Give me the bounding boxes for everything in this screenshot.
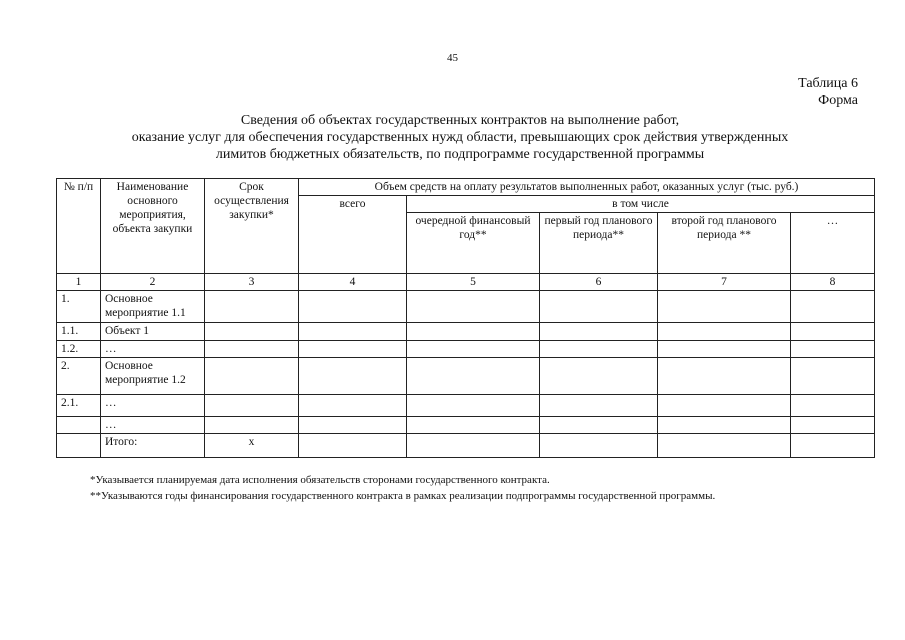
cell-total [299,358,407,395]
table-row [57,395,875,417]
header-first-year: первый год планового периода** [540,213,658,274]
column-number: 7 [658,274,791,291]
row-term [205,395,299,417]
cell-second-year [658,395,791,417]
cell-second-year [658,341,791,358]
cell-total [299,323,407,341]
cell-first-year [540,395,658,417]
row-name: … [101,417,205,434]
form-label: Форма [818,93,858,108]
header-name: Наименование основного мероприятия, объекта закупки [101,179,205,274]
table-label-block [798,75,858,109]
title-line-1: Сведения об объектах государственных контрактов на выполнение работ, [240,113,680,128]
footnote-2: **Указываются годы финансирования государственного контракта в рамках реализации подпрограммы государственной программы. [90,490,716,502]
header-next-year: очередной финансовый год** [407,213,540,274]
column-number: 6 [540,274,658,291]
row-name: Итого: [101,434,205,458]
cell-next-year [407,417,540,434]
cell-first-year [540,341,658,358]
cell-first-year [540,291,658,323]
contracts-table [56,178,875,458]
title-line-2: оказание услуг для обеспечения государственных нужд области, превышающих срок действия утвержденных [131,130,789,145]
column-number: 1 [57,274,101,291]
row-no: 1.2. [57,341,101,358]
cell-next-year [407,434,540,458]
cell-second-year [658,291,791,323]
row-no: 1.1. [57,323,101,341]
header-row-1 [57,179,875,196]
row-term [205,291,299,323]
cell-next-year [407,395,540,417]
cell-more [791,291,875,323]
table-row [57,291,875,323]
table-row [57,341,875,358]
row-term [205,417,299,434]
row-no: 2. [57,358,101,395]
document-title [60,112,860,163]
row-term [205,341,299,358]
header-more: … [791,213,875,274]
cell-more [791,358,875,395]
cell-second-year [658,417,791,434]
cell-first-year [540,417,658,434]
table-label: Таблица 6 [798,76,858,91]
header-total: всего [299,196,407,274]
header-no: № п/п [57,179,101,274]
row-term [205,323,299,341]
cell-total [299,341,407,358]
cell-first-year [540,323,658,341]
row-no [57,417,101,434]
cell-total [299,291,407,323]
row-name: … [101,341,205,358]
header-volume: Объем средств на оплату результатов выполненных работ, оказанных услуг (тыс. руб.) [299,179,875,196]
header-including: в том числе [407,196,875,213]
cell-first-year [540,358,658,395]
title-line-3: лимитов бюджетных обязательств, по подпрограмме государственной программы [215,147,705,162]
cell-second-year [658,434,791,458]
cell-first-year [540,434,658,458]
column-number: 8 [791,274,875,291]
row-name: Основное мероприятие 1.2 [101,358,205,395]
cell-total [299,434,407,458]
cell-second-year [658,358,791,395]
header-second-year: второй год планового периода ** [658,213,791,274]
cell-more [791,417,875,434]
cell-next-year [407,291,540,323]
cell-next-year [407,323,540,341]
column-number: 4 [299,274,407,291]
total-row [57,434,875,458]
table-row [57,358,875,395]
row-name: Объект 1 [101,323,205,341]
table-row [57,323,875,341]
column-number: 5 [407,274,540,291]
row-name: Основное мероприятие 1.1 [101,291,205,323]
page-number: 45 [447,52,458,64]
cell-more [791,434,875,458]
row-no: 1. [57,291,101,323]
row-term: x [205,434,299,458]
cell-more [791,395,875,417]
cell-more [791,323,875,341]
column-numbers-row [57,274,875,291]
row-name: … [101,395,205,417]
cell-next-year [407,341,540,358]
table-row [57,417,875,434]
footnotes [90,472,715,504]
column-number: 2 [101,274,205,291]
footnote-1: *Указывается планируемая дата исполнения обязательств сторонами государственного контракта. [90,474,550,486]
cell-total [299,395,407,417]
cell-total [299,417,407,434]
row-no [57,434,101,458]
row-term [205,358,299,395]
cell-second-year [658,323,791,341]
cell-more [791,341,875,358]
cell-next-year [407,358,540,395]
column-number: 3 [205,274,299,291]
header-term: Срок осуществления закупки* [205,179,299,274]
row-no: 2.1. [57,395,101,417]
